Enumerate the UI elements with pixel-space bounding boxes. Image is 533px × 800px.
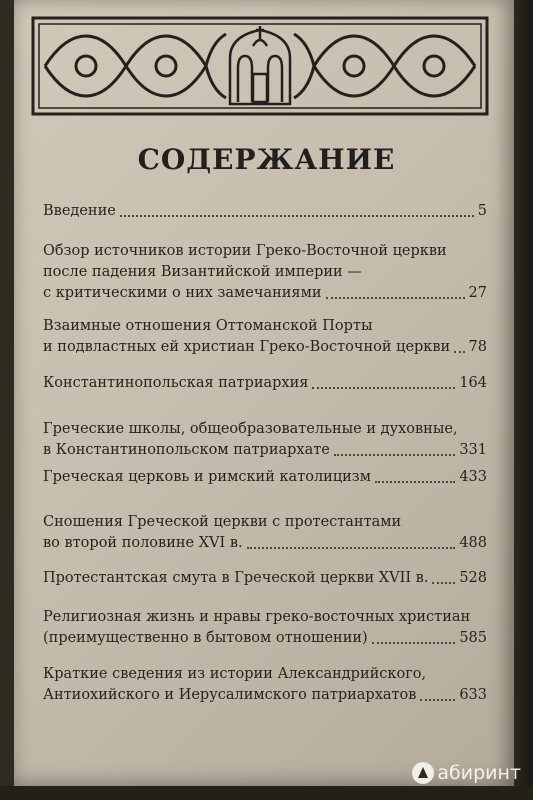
leader-dots	[454, 351, 464, 353]
church-icon	[230, 26, 290, 104]
toc-entry	[43, 373, 487, 394]
toc-page-number: 27	[468, 285, 487, 301]
toc-entry-title: Греческая церковь и римский католицизм	[43, 469, 371, 485]
toc-entry-line: после падения Византийской империи —	[43, 264, 362, 280]
toc-entry-last-line	[43, 628, 487, 649]
toc-entry-title: и подвластных ей христиан Греко-Восточной церкви	[43, 339, 451, 355]
toc-entry-last-line	[43, 201, 487, 222]
toc-entry-last-line	[43, 467, 487, 488]
toc-entry-last-line	[43, 283, 487, 304]
toc-entry-last-line	[43, 568, 487, 589]
toc-entry	[43, 664, 487, 706]
toc-entry-line: Сношения Греческой церкви с протестантами	[43, 514, 402, 530]
toc-entry	[43, 607, 487, 649]
toc-entry-line: Обзор источников истории Греко-Восточной церкви	[43, 243, 447, 259]
toc-page-number: 585	[459, 630, 487, 646]
toc-entry-title: (преимущественно в бытовом отношении)	[43, 630, 368, 646]
book-edge	[514, 0, 533, 800]
toc-entry-title: с критическими о них замечаниями	[43, 285, 322, 301]
leader-dots	[326, 297, 465, 299]
page-title: СОДЕРЖАНИЕ	[137, 143, 396, 176]
toc-page-number: 488	[459, 535, 487, 551]
toc-entry-title: Константинопольская патриархия	[43, 375, 309, 391]
toc-page-number: 528	[459, 570, 487, 586]
toc-page-number: 5	[477, 203, 487, 219]
leader-dots	[420, 699, 455, 701]
toc-page-number: 331	[459, 442, 487, 458]
toc-page-number: 164	[459, 375, 487, 391]
watermark-text: абиринт	[437, 762, 521, 784]
leader-dots	[334, 454, 455, 456]
toc-page-number: 433	[459, 469, 487, 485]
toc-entry	[43, 241, 487, 304]
ornament-header-icon	[31, 16, 489, 116]
toc-entry-title: Антиохийского и Иерусалимского патриархатов	[43, 687, 417, 703]
leader-dots	[375, 481, 455, 483]
labirint-watermark	[412, 762, 521, 784]
labirint-logo-icon	[412, 762, 434, 784]
toc-entry-title: Протестантская смута в Греческой церкви XVII в.	[43, 570, 429, 586]
toc-entry-last-line	[43, 337, 487, 358]
toc-entry-last-line	[43, 440, 487, 461]
toc-entry-last-line	[43, 533, 487, 554]
toc-entry	[43, 419, 487, 461]
toc-page-number: 633	[459, 687, 487, 703]
toc-entry-last-line	[43, 373, 487, 394]
toc-entry	[43, 512, 487, 554]
toc-entry-title: в Константинопольском патриархате	[43, 442, 330, 458]
toc-entry	[43, 201, 487, 222]
toc-entry-line: Краткие сведения из истории Александрийского,	[43, 666, 427, 682]
leader-dots	[247, 547, 456, 549]
toc-entry	[43, 316, 487, 358]
toc-entry	[43, 467, 487, 488]
leader-dots	[372, 642, 456, 644]
toc-page-number: 78	[468, 339, 487, 355]
toc-entry-last-line	[43, 685, 487, 706]
leader-dots	[312, 387, 455, 389]
toc-entry-title: во второй половине XVI в.	[43, 535, 243, 551]
leader-dots	[120, 215, 474, 217]
toc-entry-line: Взаимные отношения Оттоманской Порты	[43, 318, 373, 334]
book-bottom	[0, 786, 533, 800]
toc-entry	[43, 568, 487, 589]
toc-entry-title: Введение	[43, 203, 116, 219]
toc-entry-line: Религиозная жизнь и нравы греко-восточных христиан	[43, 609, 471, 625]
toc-entry-line: Греческие школы, общеобразовательные и духовные,	[43, 421, 458, 437]
leader-dots	[432, 582, 455, 584]
